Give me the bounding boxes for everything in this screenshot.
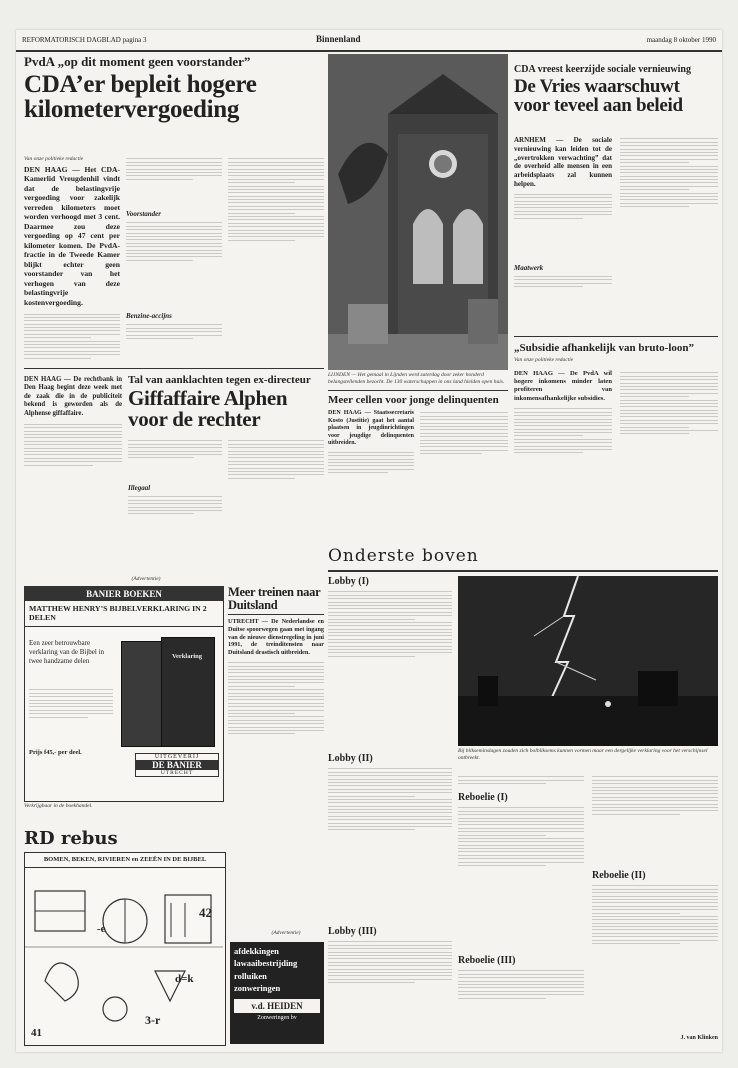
subheading: Lobby (II): [328, 753, 373, 764]
rebus-theme: BOMEN, BEKEN, RIVIEREN en ZEEËN IN DE BIJBEL: [25, 853, 225, 868]
article-headline: De Vries waarschuwt voor teveel aan beleid: [514, 76, 683, 116]
rebus-drawing: [25, 881, 223, 1041]
body-text: [514, 192, 612, 262]
article-cda-col1: [24, 156, 120, 411]
lightning-image: [458, 576, 718, 746]
rebus-title: RD rebus: [24, 828, 118, 849]
signature: J. van Klinken: [680, 1035, 718, 1041]
body-text: [420, 410, 508, 530]
article-kicker: PvdA „op dit moment geen voorstander”: [24, 54, 251, 69]
article-lead: DEN HAAG — Staatssecretaris Kosto (Justitie) gaat het aantal plaatsen in jeugdinrichtingen voor jeugdige delinquenten uitbreiden.: [328, 410, 414, 446]
byline: Van onze politieke redactie: [24, 156, 84, 162]
article-devries: [514, 64, 718, 115]
article-kicker: Tal van aanklachten tegen ex-directeur: [128, 374, 311, 386]
article-subsidie-col1: [514, 370, 612, 516]
paper-name: REFORMATORISCH DAGBLAD pagina 3: [22, 36, 147, 44]
main-photo: [328, 54, 508, 370]
section-title: Onderste boven: [328, 546, 479, 566]
ad-subtitle: MATTHEW HENRY’S BIJBELVERKLARING IN 2 DELEN: [25, 601, 223, 627]
body-text: [128, 438, 222, 482]
ad-body: Een zeer betrouwbare verklaring van de Bijbel in twee handzame delen: [29, 639, 105, 666]
body-text: [126, 156, 222, 208]
ad-title: BANIER BOEKEN: [25, 587, 223, 601]
rebus-puzzle[interactable]: [24, 852, 226, 1046]
body-text: [126, 220, 222, 310]
body-text: [592, 883, 718, 1033]
body-text: [458, 805, 584, 955]
body-text: [228, 156, 324, 366]
article-headline: „Subsidie afhankelijk van bruto-loon”: [514, 342, 695, 354]
book-title: Verklaring: [171, 653, 203, 660]
article-cda: [24, 54, 324, 122]
ad-item: rolluiken: [234, 970, 267, 981]
article-treinen: [228, 586, 324, 840]
article-lead: UTRECHT — De Nederlandse en Duitse spoorwegen gaan met ingang van de nieuwe dienstregeling in juni 1991, de treinditensten naar Duitsland drastisch uitbreiden.: [228, 618, 324, 656]
book-covers-image: [121, 637, 215, 747]
rebus-formula: -e: [97, 923, 106, 935]
lobby-column: [328, 576, 452, 1051]
rebus-formula: 3-r: [145, 1013, 161, 1027]
article-alphen-col1: [24, 376, 122, 521]
ad-banier-boeken[interactable]: [24, 586, 224, 802]
article-alphen-col2: [128, 438, 222, 544]
body-text: [458, 774, 584, 792]
article-meer-cellen-col2: [420, 410, 508, 530]
section-name: Binnenland: [316, 34, 361, 44]
body-text: [514, 274, 612, 310]
article-lead: DEN HAAG — De PvdA wil hogere inkomens minder laten profiteren van inkomensafhankelijke subsidies.: [514, 370, 612, 402]
body-text: [228, 438, 324, 548]
rebus-number: 42: [199, 905, 212, 920]
article-alphen-col3: [228, 438, 324, 548]
subheading: Reboelie (II): [592, 870, 646, 881]
article-cda-col3: [228, 156, 324, 366]
body-text: [24, 421, 122, 521]
subheading: Maatwerk: [514, 263, 544, 272]
ad-price: Prijs f45,- per deel.: [29, 749, 82, 756]
ad-item: afdekkingen: [234, 946, 279, 956]
article-alphen: [128, 374, 324, 430]
publisher-logo: UITGEVERIJ DE BANIER UTRECHT: [135, 753, 219, 777]
article-lead: DEN HAAG — Het CDA-Kamerlid Vreugdenhil vindt dat de belastingvrije vergoeding voor zakelijk verreden kilometers moet worden verhoogd met 3 cent. Daarmee zou deze vergoeding op 47 cent per kilometer komen. De PvdA-fractie in de Tweede Kamer blijkt echter geen voorstander van het verhogen van deze belastingvrije kostenvergoeding.: [24, 164, 120, 307]
lightning-caption: Bij blikseminslagen zouden zich bolbliksems kunnen vormen maar een dergelijke verklaring voor het verschijnsel ontbreekt.: [458, 748, 708, 761]
ad-tag: (Advertentie): [131, 576, 161, 582]
article-headline: Giffaffaire Alphen voor de rechter: [128, 386, 288, 431]
lightning-photo: [458, 576, 718, 746]
subheading: Illegaal: [128, 484, 151, 492]
ad-footer: Verkrijgbaar in de boekhandel.: [24, 803, 93, 809]
article-subsidie-col2: [620, 370, 718, 525]
ad-item: zonweringen: [234, 982, 281, 993]
reboelie-column-2: [592, 774, 718, 1041]
body-text: [458, 968, 584, 1048]
article-meer-cellen-col1: [328, 410, 414, 510]
rebus-formula: d=k: [175, 973, 194, 985]
ad-tag: (Advertentie): [271, 930, 301, 936]
article-cda-col2: [126, 156, 222, 362]
article-lead: DEN HAAG — De rechtbank in Den Haag begint deze week met de zaak die in de publiciteit bekend is geworden als de Alphense giffaffaire.: [24, 376, 122, 417]
ad-company: v.d. HEIDEN: [234, 999, 320, 1013]
article-headline: CDA’er bepleit hogere kilometervergoeding: [24, 71, 257, 123]
article-devries-col2: [620, 136, 718, 326]
ad-description: [29, 687, 113, 747]
article-lead: ARNHEM — De sociale vernieuwing kan leiden tot de „overtrokken verwachting” dat de overheid alle mensen in een arbeidsplaats zal kunnen helpen.: [514, 136, 612, 188]
article-headline: Meer treinen naar Duitsland: [228, 585, 321, 612]
subheading: Lobby (III): [328, 926, 377, 937]
body-text: [592, 774, 718, 870]
article-devries-col1: [514, 136, 612, 310]
body-text: [328, 589, 452, 753]
body-text: [620, 370, 718, 525]
ad-subline: Zonweringen bv: [257, 1015, 297, 1022]
subheading: Lobby (I): [328, 576, 369, 587]
main-photo-caption: LIJNDEN — Het gemaal in Lijnden werd zaterdag door zeker honderd belangstellenden bezocht. De 130 waterschappen in ons land hielden open huis.: [328, 372, 505, 385]
reboelie-column-1: [458, 774, 584, 1048]
newspaper-page: [16, 30, 722, 1052]
subheading: Reboelie (III): [458, 955, 516, 966]
subheading: Voorstander: [126, 210, 162, 218]
body-text: [328, 939, 452, 1051]
article-headline: Meer cellen voor jonge delinquenten: [328, 394, 499, 406]
article-kicker: CDA vreest keerzijde sociale vernieuwing: [514, 64, 691, 75]
byline: Van onze politieke redactie: [514, 357, 574, 363]
rebus-number: 41: [31, 1027, 42, 1039]
article-meer-cellen: [328, 394, 508, 406]
page-header: [16, 30, 722, 52]
ondersteboven-header: [328, 546, 718, 566]
body-text: [228, 660, 324, 840]
body-text: [514, 406, 612, 516]
body-text: [126, 322, 222, 362]
subheading: Reboelie (I): [458, 792, 508, 803]
body-text: [128, 494, 222, 544]
body-text: [620, 136, 718, 326]
pumping-station-image: [328, 54, 508, 370]
body-text: [328, 450, 414, 510]
ad-item: lawaaibestrijding: [234, 958, 298, 969]
body-text: [328, 766, 452, 926]
page-date: maandag 8 oktober 1990: [646, 36, 716, 44]
subheading: Benzine-accijns: [126, 312, 172, 320]
ad-heiden[interactable]: [230, 942, 324, 1044]
article-subsidie: [514, 342, 718, 364]
